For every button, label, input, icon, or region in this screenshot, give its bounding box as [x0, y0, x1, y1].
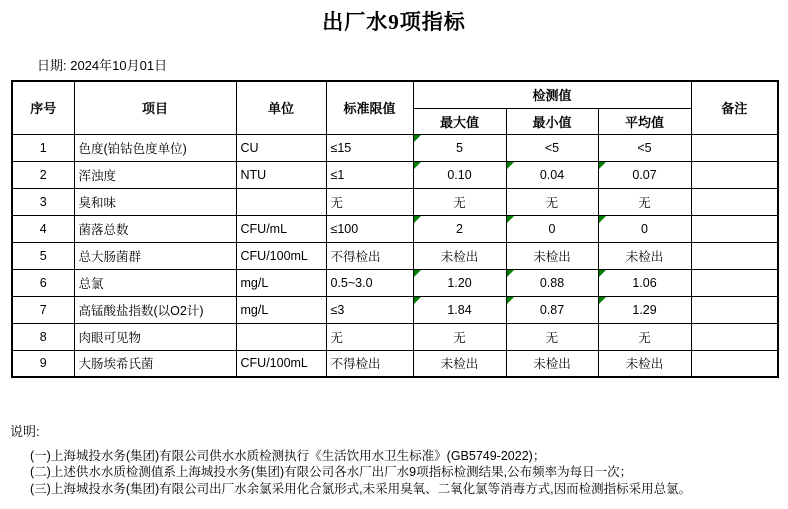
excel-flag-triangle-icon	[414, 270, 421, 277]
excel-flag-triangle-icon	[599, 162, 606, 169]
cell-limit: 不得检出	[326, 350, 413, 377]
cell-no: 9	[12, 350, 74, 377]
cell-limit: 无	[326, 323, 413, 350]
excel-flag-triangle-icon	[414, 297, 421, 304]
cell-avg: 1.29	[598, 296, 691, 323]
cell-max: 未检出	[413, 350, 506, 377]
cell-note	[691, 188, 778, 215]
cell-item: 肉眼可见物	[74, 323, 236, 350]
cell-item: 色度(铂钴色度单位)	[74, 134, 236, 161]
cell-no: 8	[12, 323, 74, 350]
cell-min: 0.04	[506, 161, 598, 188]
note-line: (三)上海城投水务(集团)有限公司出厂水余氯采用化合氯形式,未采用臭氧、二氧化氯等消毒方式,因而检测指标采用总氯。	[30, 481, 692, 496]
notes-list	[30, 448, 691, 497]
table-row	[12, 215, 778, 242]
cell-max: 1.84	[413, 296, 506, 323]
excel-flag-triangle-icon	[414, 216, 421, 223]
cell-unit: CFU/mL	[236, 215, 326, 242]
cell-min: 0.87	[506, 296, 598, 323]
cell-limit: 不得检出	[326, 242, 413, 269]
cell-limit: 无	[326, 188, 413, 215]
cell-max: 5	[413, 134, 506, 161]
cell-max: 2	[413, 215, 506, 242]
cell-item: 高锰酸盐指数(以O2计)	[74, 296, 236, 323]
cell-unit: mg/L	[236, 269, 326, 296]
cell-avg: 1.06	[598, 269, 691, 296]
cell-max: 未检出	[413, 242, 506, 269]
header-max: 最大值	[413, 108, 506, 134]
header-row-top	[12, 81, 778, 108]
header-note: 备注	[691, 81, 778, 134]
cell-avg: 无	[598, 188, 691, 215]
header-avg: 平均值	[598, 108, 691, 134]
header-limit: 标准限值	[326, 81, 413, 134]
cell-note	[691, 323, 778, 350]
header-no: 序号	[12, 81, 74, 134]
cell-no: 7	[12, 296, 74, 323]
cell-no: 4	[12, 215, 74, 242]
cell-note	[691, 269, 778, 296]
cell-avg: 无	[598, 323, 691, 350]
cell-unit: CFU/100mL	[236, 242, 326, 269]
table-row	[12, 188, 778, 215]
header-min: 最小值	[506, 108, 598, 134]
excel-flag-triangle-icon	[507, 216, 514, 223]
note-line: (二)上述供水水质检测值系上海城投水务(集团)有限公司各水厂出厂水9项指标检测结果,公布频率为每日一次；	[30, 465, 633, 480]
table-row	[12, 134, 778, 161]
cell-min: 0.88	[506, 269, 598, 296]
excel-flag-triangle-icon	[599, 297, 606, 304]
cell-max: 无	[413, 323, 506, 350]
excel-flag-triangle-icon	[507, 162, 514, 169]
cell-unit: CFU/100mL	[236, 350, 326, 377]
note-line: (一)上海城投水务(集团)有限公司供水水质检测执行《生活饮用水卫生标准》(GB5749-2022)；	[30, 449, 546, 463]
cell-note	[691, 350, 778, 377]
header-item: 项目	[74, 81, 236, 134]
header-unit: 单位	[236, 81, 326, 134]
excel-flag-triangle-icon	[414, 162, 421, 169]
cell-limit: ≤1	[326, 161, 413, 188]
cell-note	[691, 134, 778, 161]
cell-limit: ≤15	[326, 134, 413, 161]
cell-note	[691, 215, 778, 242]
cell-limit: ≤100	[326, 215, 413, 242]
cell-item: 总大肠菌群	[74, 242, 236, 269]
cell-no: 2	[12, 161, 74, 188]
table-row	[12, 269, 778, 296]
page-title: 出厂水9项指标	[322, 10, 466, 34]
cell-min: 未检出	[506, 242, 598, 269]
table-row	[12, 242, 778, 269]
excel-flag-triangle-icon	[507, 270, 514, 277]
cell-avg: 0.07	[598, 161, 691, 188]
cell-unit: mg/L	[236, 296, 326, 323]
table-header	[12, 81, 778, 134]
table-row	[12, 350, 778, 377]
table-row	[12, 161, 778, 188]
cell-max: 1.20	[413, 269, 506, 296]
cell-note	[691, 242, 778, 269]
cell-limit: 0.5~3.0	[326, 269, 413, 296]
excel-flag-triangle-icon	[414, 135, 421, 142]
table-body	[12, 134, 778, 377]
header-detection: 检测值	[413, 81, 691, 108]
cell-max: 无	[413, 188, 506, 215]
cell-item: 浑浊度	[74, 161, 236, 188]
table-row	[12, 323, 778, 350]
notes-label: 说明:	[10, 424, 40, 439]
cell-min: <5	[506, 134, 598, 161]
cell-min: 未检出	[506, 350, 598, 377]
report-date: 日期: 2024年10月01日	[37, 58, 168, 73]
cell-item: 大肠埃希氏菌	[74, 350, 236, 377]
cell-min: 无	[506, 188, 598, 215]
cell-avg: <5	[598, 134, 691, 161]
cell-avg: 未检出	[598, 242, 691, 269]
cell-item: 总氯	[74, 269, 236, 296]
cell-unit	[236, 188, 326, 215]
cell-avg: 未检出	[598, 350, 691, 377]
cell-no: 6	[12, 269, 74, 296]
excel-flag-triangle-icon	[599, 216, 606, 223]
indicators-table	[11, 80, 779, 378]
cell-item: 菌落总数	[74, 215, 236, 242]
cell-no: 1	[12, 134, 74, 161]
cell-limit: ≤3	[326, 296, 413, 323]
cell-unit	[236, 323, 326, 350]
cell-no: 5	[12, 242, 74, 269]
cell-avg: 0	[598, 215, 691, 242]
cell-note	[691, 161, 778, 188]
cell-unit: NTU	[236, 161, 326, 188]
excel-flag-triangle-icon	[599, 270, 606, 277]
cell-min: 无	[506, 323, 598, 350]
cell-no: 3	[12, 188, 74, 215]
cell-min: 0	[506, 215, 598, 242]
excel-flag-triangle-icon	[507, 297, 514, 304]
cell-note	[691, 296, 778, 323]
cell-max: 0.10	[413, 161, 506, 188]
table-row	[12, 296, 778, 323]
cell-item: 臭和味	[74, 188, 236, 215]
cell-unit: CU	[236, 134, 326, 161]
